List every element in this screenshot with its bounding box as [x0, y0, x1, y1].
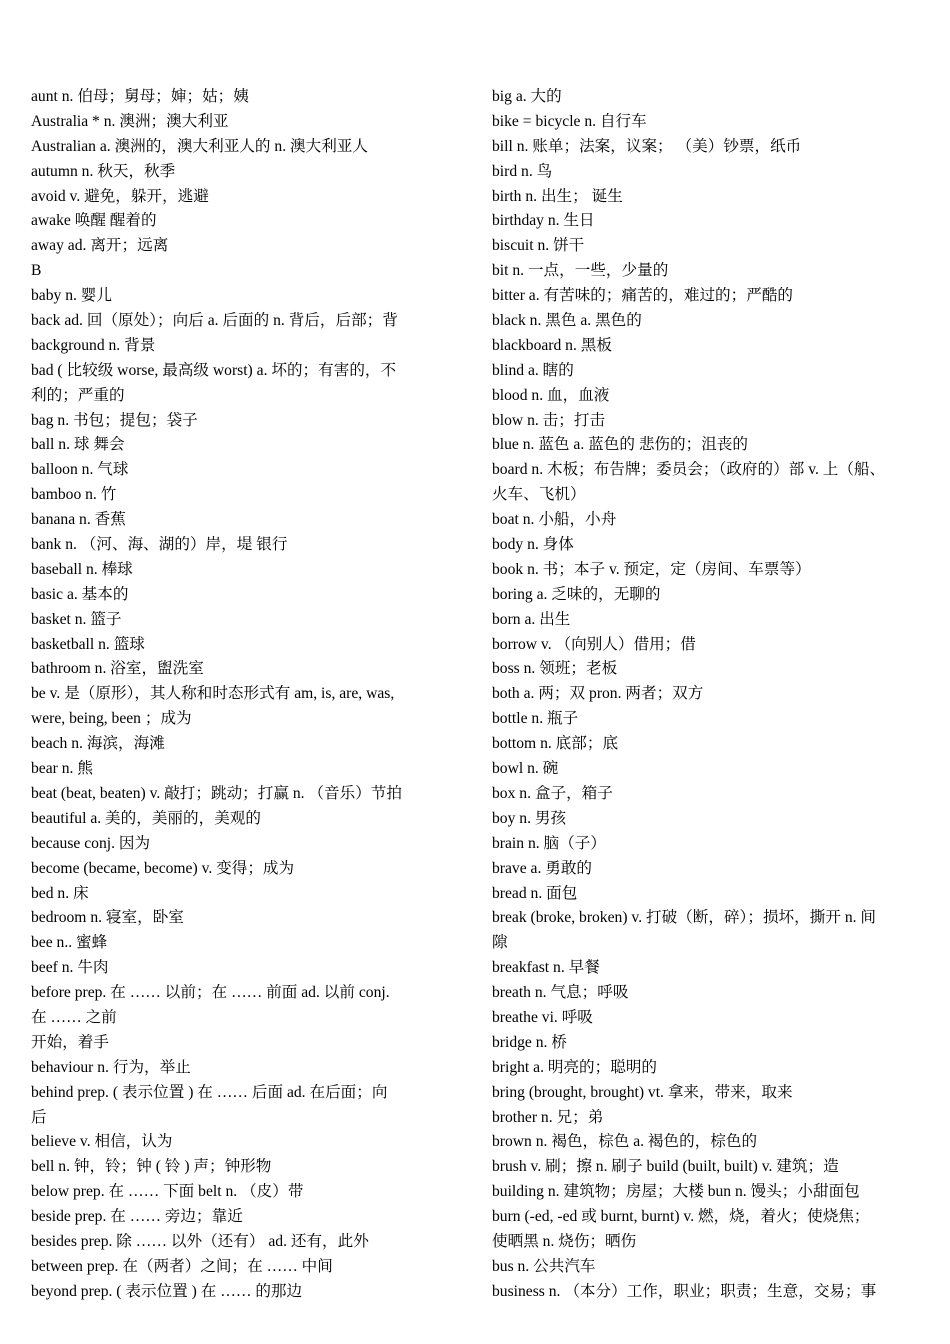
vocab-line: ball n. 球 舞会 — [31, 436, 125, 454]
vocab-line: bus n. 公共汽车 — [492, 1257, 596, 1275]
vocab-line: Australian a. 澳洲的，澳大利亚人的 n. 澳大利亚人 — [31, 137, 368, 155]
vocab-line: back ad. 回（原处）；向后 a. 后面的 n. 背后，后部；背 — [31, 312, 398, 330]
vocab-line: bird n. 鸟 — [492, 162, 553, 180]
vocab-line: bear n. 熊 — [31, 760, 93, 778]
vocab-line: blackboard n. 黑板 — [492, 336, 612, 354]
vocab-line: 隙 — [492, 934, 508, 952]
vocab-line: bitter a. 有苦味的；痛苦的，难过的；严酷的 — [492, 287, 794, 305]
vocab-line: beach n. 海滨，海滩 — [31, 735, 165, 753]
vocab-line: beside prep. 在 …… 旁边；靠近 — [31, 1208, 243, 1226]
vocab-line: biscuit n. 饼干 — [492, 237, 585, 255]
vocab-line: bit n. 一点，一些，少量的 — [492, 262, 669, 280]
vocab-line: 利的；严重的 — [31, 386, 125, 404]
vocab-line: be v. 是（原形），其人称和时态形式有 am, is, are, was, — [31, 685, 395, 703]
left-column — [31, 85, 451, 1305]
vocab-line: 使晒黑 n. 烧伤；晒伤 — [492, 1232, 637, 1250]
vocab-line: breath n. 气息；呼吸 — [492, 984, 629, 1002]
vocab-line: bottle n. 瓶子 — [492, 710, 579, 728]
vocab-line: behaviour n. 行为，举止 — [31, 1058, 191, 1076]
vocab-line: blue n. 蓝色 a. 蓝色的 悲伤的；沮丧的 — [492, 436, 748, 454]
vocab-line: boss n. 领班；老板 — [492, 660, 618, 678]
vocab-line: box n. 盒子，箱子 — [492, 784, 613, 802]
vocab-line: bee n.. 蜜蜂 — [31, 934, 108, 952]
vocab-line: born a. 出生 — [492, 610, 571, 628]
vocab-line: big a. 大的 — [492, 88, 562, 105]
vocab-line: book n. 书；本子 v. 预定，定（房间、车票等） — [492, 560, 811, 578]
vocab-line: beautiful a. 美的，美丽的，美观的 — [31, 809, 261, 827]
vocab-line: aunt n. 伯母；舅母；婶；姑；姨 — [31, 88, 249, 105]
vocab-line: bank n. （河、海、湖的）岸，堤 银行 — [31, 536, 288, 554]
vocab-line: burn (-ed, -ed 或 burnt, burnt) v. 燃，烧，着火；使烧焦； — [492, 1208, 870, 1226]
vocab-line: bad ( 比较级 worse, 最高级 worst) a. 坏的；有害的，不 — [31, 361, 397, 379]
vocab-line: were, being, been ；成为 — [31, 710, 192, 728]
vocab-line: bridge n. 桥 — [492, 1033, 567, 1051]
vocab-line: 开始，着手 — [31, 1033, 109, 1051]
vocab-line: basketball n. 篮球 — [31, 635, 145, 653]
right-column — [492, 85, 924, 1305]
vocab-line: boring a. 乏味的，无聊的 — [492, 585, 661, 603]
vocab-line: business n. （本分）工作，职业；职责；生意，交易；事 — [492, 1282, 877, 1300]
vocab-line: because conj. 因为 — [31, 834, 151, 852]
vocab-line: bag n. 书包；提包；袋子 — [31, 411, 198, 429]
vocab-line: below prep. 在 …… 下面 belt n. （皮）带 — [31, 1183, 304, 1201]
vocab-line: borrow v. （向别人）借用；借 — [492, 635, 696, 653]
vocab-line: between prep. 在（两者）之间；在 …… 中间 — [31, 1257, 333, 1275]
vocab-line: beef n. 牛肉 — [31, 959, 109, 977]
vocab-line: beyond prep. ( 表示位置 ) 在 …… 的那边 — [31, 1282, 303, 1300]
vocab-line: bedroom n. 寝室，卧室 — [31, 909, 184, 927]
vocab-line: brush v. 刷；擦 n. 刷子 build (built, built) v. 建筑；造 — [492, 1158, 839, 1176]
vocab-line: breakfast n. 早餐 — [492, 959, 600, 977]
vocab-line: bed n. 床 — [31, 884, 89, 902]
vocab-line: break (broke, broken) v. 打破（断，碎）；损坏，撕开 n. 间 — [492, 909, 877, 927]
vocab-line: bill n. 账单；法案，议案； （美）钞票，纸币 — [492, 137, 802, 155]
vocab-line: blind a. 瞎的 — [492, 361, 574, 379]
vocab-line: beat (beat, beaten) v. 敲打；跳动；打赢 n. （音乐）节拍 — [31, 784, 402, 802]
vocab-line: basic a. 基本的 — [31, 585, 129, 603]
vocab-line: bell n. 钟，铃；钟 ( 铃 ) 声；钟形物 — [31, 1158, 272, 1176]
vocab-line: bathroom n. 浴室，盥洗室 — [31, 660, 204, 678]
vocab-line: brain n. 脑（子） — [492, 834, 606, 852]
vocab-line: before prep. 在 …… 以前；在 …… 前面 ad. 以前 conj. — [31, 984, 390, 1002]
vocab-line: bowl n. 碗 — [492, 760, 559, 778]
vocab-line: brother n. 兄；弟 — [492, 1108, 604, 1126]
vocab-line: breathe vi. 呼吸 — [492, 1008, 593, 1026]
vocab-line: 后 — [31, 1108, 47, 1126]
vocab-line: behind prep. ( 表示位置 ) 在 …… 后面 ad. 在后面；向 — [31, 1083, 388, 1101]
vocab-line: banana n. 香蕉 — [31, 511, 126, 529]
vocab-line: boy n. 男孩 — [492, 809, 567, 827]
vocab-line: besides prep. 除 …… 以外（还有） ad. 还有，此外 — [31, 1232, 369, 1250]
vocab-line: bottom n. 底部；底 — [492, 735, 619, 753]
vocab-line: baseball n. 棒球 — [31, 560, 133, 578]
vocab-line: baby n. 婴儿 — [31, 287, 112, 305]
vocab-line: boat n. 小船，小舟 — [492, 511, 617, 529]
vocab-line: 在 …… 之前 — [31, 1008, 117, 1026]
vocab-line: avoid v. 避免，躲开，逃避 — [31, 187, 209, 205]
vocab-line: blood n. 血，血液 — [492, 386, 610, 404]
vocab-line: bike = bicycle n. 自行车 — [492, 112, 647, 130]
vocab-line: away ad. 离开；远离 — [31, 237, 169, 255]
vocab-line: both a. 两；双 pron. 两者；双方 — [492, 685, 704, 703]
vocab-line: become (became, become) v. 变得；成为 — [31, 859, 295, 877]
vocab-line: birth n. 出生； 诞生 — [492, 187, 623, 205]
vocab-line: brave a. 勇敢的 — [492, 859, 593, 877]
vocab-line: bamboo n. 竹 — [31, 486, 117, 504]
vocab-line: believe v. 相信，认为 — [31, 1133, 173, 1151]
vocab-line: background n. 背景 — [31, 336, 156, 354]
vocab-line: bring (brought, brought) vt. 拿来，带来，取来 — [492, 1083, 793, 1101]
vocab-line: body n. 身体 — [492, 536, 574, 554]
vocab-line: balloon n. 气球 — [31, 461, 129, 479]
vocab-line: Australia * n. 澳洲；澳大利亚 — [31, 112, 229, 130]
vocab-line: autumn n. 秋天，秋季 — [31, 162, 176, 180]
vocab-line: 火车、飞机） — [492, 486, 586, 504]
vocab-line: building n. 建筑物；房屋；大楼 bun n. 馒头；小甜面包 — [492, 1183, 860, 1201]
vocab-line: B — [31, 262, 42, 280]
vocab-line: awake 唤醒 醒着的 — [31, 212, 157, 230]
vocab-line: bread n. 面包 — [492, 884, 578, 902]
vocab-line: blow n. 击；打击 — [492, 411, 606, 429]
vocab-line: bright a. 明亮的；聪明的 — [492, 1058, 658, 1076]
vocab-line: birthday n. 生日 — [492, 212, 595, 230]
vocab-line: basket n. 篮子 — [31, 610, 122, 628]
vocab-line: board n. 木板；布告牌；委员会；（政府的）部 v. 上（船、 — [492, 461, 886, 479]
vocab-line: brown n. 褐色，棕色 a. 褐色的，棕色的 — [492, 1133, 758, 1151]
vocab-line: black n. 黑色 a. 黑色的 — [492, 312, 642, 330]
